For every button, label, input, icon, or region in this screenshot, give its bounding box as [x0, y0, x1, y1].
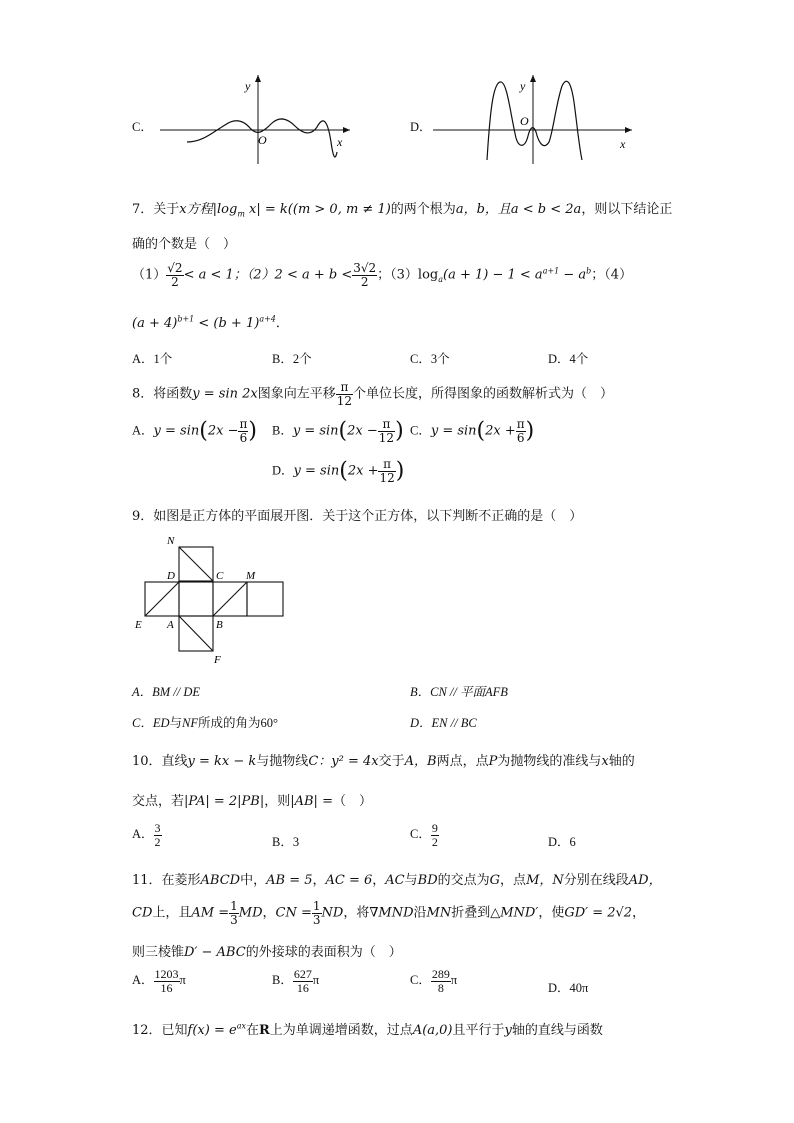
q11-fraction: [229, 900, 239, 926]
frac-den: 2: [154, 834, 161, 849]
frac-num: 627: [293, 967, 312, 981]
q10-option-b: B．3: [272, 835, 300, 849]
q11-option-c: [410, 968, 457, 994]
q12-eq: f(x) = e: [187, 1023, 237, 1038]
q10-opt-fraction: [431, 822, 439, 848]
q10-text: A，B: [404, 754, 437, 769]
q11-fraction: [312, 900, 322, 926]
q8-text: 个单位长度，所得图象的函数解析式为（ ）: [353, 386, 614, 402]
frac-num: 1: [312, 899, 321, 913]
q12-stem: [132, 1019, 603, 1038]
q11-text: 分别在线段: [563, 873, 629, 888]
q11-text: 折叠到: [451, 905, 491, 921]
q11-eq: MD: [238, 905, 263, 921]
q11-opt-label: B．: [272, 972, 293, 987]
q7-c4: < (b + 1): [194, 316, 260, 331]
q7-stem-line2: 确的个数是（ ）: [132, 237, 237, 252]
q7-c3-sup: a+1: [542, 266, 560, 276]
q12-text: 上为单调递增函数，过点: [269, 1023, 413, 1038]
q11-text: 的外接球的表面积为（ ）: [245, 945, 402, 960]
q11-text: 与: [404, 873, 418, 888]
frac-num: π: [516, 417, 525, 431]
q11-opt-fraction: [293, 968, 313, 994]
q9-opt-c-text: C．ED: [132, 716, 170, 730]
q7-c4-label: ；（4）: [591, 267, 633, 283]
q10-text: ，则: [264, 794, 291, 809]
q11-eq: △MND′: [490, 905, 539, 921]
q9-label-f: F: [214, 654, 221, 666]
q9-label-d: D: [167, 570, 175, 582]
q7-conclusions-line: [132, 262, 632, 288]
frac-num: π: [378, 458, 395, 472]
q11-stem-line3: [132, 941, 402, 960]
q11-text: M，N: [526, 873, 564, 888]
frac-den: 6: [239, 430, 248, 445]
q7-c3-rest: − a: [559, 267, 587, 283]
q11-eq: AB = 5: [266, 873, 313, 888]
q10-stem-line2: [132, 790, 372, 809]
q9-option-d: D．EN // BC: [410, 716, 477, 730]
q12-eq-sup: ax: [236, 1021, 246, 1031]
frac-num: 289: [431, 967, 450, 981]
q8-text: 图象向左平移: [257, 386, 336, 402]
q12-text: 在: [245, 1023, 259, 1038]
frac-num: π: [336, 381, 353, 395]
frac-num: 1203: [154, 967, 179, 981]
q11-eq: AC = 6: [325, 873, 373, 888]
q7-option-c: C．3个: [410, 352, 450, 366]
q12-text: 12．已知: [132, 1023, 188, 1038]
q11-text: ，将: [343, 905, 370, 921]
q11-eq: AM =: [191, 905, 230, 921]
q11-text: AC: [385, 873, 405, 888]
q8-option-d: D．y = sin(2x + $\frac{\pi}{12}$ ): [272, 457, 405, 485]
q11-text: ，使: [538, 905, 565, 921]
q11-opt-label: A．: [132, 972, 154, 987]
q10-opt-label: A．: [132, 826, 154, 841]
q10-eq: |AB| =: [290, 794, 333, 809]
frac-num: 3√2: [353, 261, 377, 275]
q6-c-y-label: y: [245, 79, 251, 93]
q8-opt-func: y = sin: [153, 423, 200, 439]
q9-cube-net: [132, 532, 292, 667]
q9-opt-b-plane: AFB: [485, 685, 508, 699]
q6-d-o-label: O: [520, 114, 529, 128]
q10-option-c: [410, 822, 439, 848]
q6-graph-c: [155, 72, 355, 167]
q7-c1-rest: < a < 1；（2）2 < a + b <: [183, 267, 353, 283]
frac-den: 6: [516, 430, 525, 445]
q8-opt-label: D．: [272, 463, 294, 478]
q6-c-o-label: O: [258, 133, 267, 147]
q7-text: a，b，且: [455, 202, 511, 217]
q9-opt-c-text: 与: [169, 716, 183, 730]
q10-text: C：: [308, 754, 332, 769]
q11-option-b: [272, 968, 319, 994]
q7-option-a: A．1个: [132, 352, 173, 366]
q8-opt-arg: 2x +: [485, 423, 516, 439]
q9-label-n: N: [167, 535, 175, 547]
q8-opt-fraction: [238, 418, 248, 444]
q11-option-d: D．40π: [548, 981, 589, 995]
frac-num: π: [239, 417, 248, 431]
q6-d-x-label: x: [620, 137, 626, 151]
q7-c3: ；（3）log: [377, 267, 439, 283]
q9-label-e: E: [135, 619, 142, 631]
q9-opt-b-text: B．CN // 平面: [410, 685, 486, 699]
q8-opt-fraction: [378, 458, 395, 484]
q7-c4: (a + 4): [132, 316, 178, 331]
q11-text: 沿: [413, 905, 427, 921]
q8-opt-func: y = sin: [430, 423, 477, 439]
q11-text: MN: [426, 905, 452, 921]
q6-d-y-label: y: [520, 79, 526, 93]
q11-opt-fraction: [154, 968, 180, 994]
frac-den: 12: [378, 430, 395, 445]
q8-opt-label: B．: [272, 423, 293, 438]
frac-den: 2: [431, 834, 438, 849]
frac-den: 3: [312, 912, 321, 927]
q9-option-a: A．BM // DE: [132, 685, 201, 699]
q6-option-c-label: C．: [132, 120, 153, 134]
frac-num: 3: [154, 821, 161, 835]
q9-label-m: M: [246, 570, 256, 582]
q11-text: 则三棱锥: [132, 945, 185, 960]
q12-point: A(a,0): [412, 1023, 453, 1038]
q7-c3-rest: (a + 1) − 1 < a: [443, 267, 543, 283]
q7-eq-sub: m: [237, 209, 245, 219]
q7-text: 7．关于: [132, 202, 180, 217]
q10-opt-label: C．: [410, 826, 431, 841]
q11-text: ABCD: [200, 873, 241, 888]
q8-stem: [132, 381, 613, 407]
q6-c-x-label: x: [337, 135, 343, 149]
q7-eq: a < b < 2a: [510, 202, 582, 217]
q11-text: BD: [417, 873, 438, 888]
q10-text: 10．直线: [132, 754, 188, 769]
q11-text: CD: [132, 905, 153, 921]
q8-opt-arg: 2x −: [207, 423, 239, 439]
q11-stem-line1: [132, 869, 662, 888]
q11-opt-pi: π: [312, 972, 320, 987]
q9-label-a: A: [167, 619, 174, 631]
q10-option-d: D．6: [548, 835, 576, 849]
q7-c1-label: （1）: [132, 267, 167, 283]
q12-text: y: [504, 1023, 512, 1038]
q7-eq: ((m > 0, m ≠ 1): [287, 202, 391, 217]
frac-den: 12: [336, 393, 353, 408]
q9-option-c: [132, 713, 278, 731]
q8-text: 8．将函数: [132, 386, 193, 402]
q10-text: P: [488, 754, 498, 769]
q11-text: ，: [372, 873, 386, 888]
q11-eq: ND: [321, 905, 344, 921]
frac-num: 1: [230, 899, 238, 913]
q7-text: ，则以下结论正: [581, 202, 673, 217]
q7-c2-fraction: [352, 262, 377, 288]
q12-reals: R: [258, 1023, 270, 1038]
frac-den: 2: [171, 274, 179, 289]
q10-opt-fraction: [154, 822, 162, 848]
q10-eq: y = kx − k: [187, 754, 257, 769]
q7-c1-fraction: [166, 262, 183, 288]
q10-eq: |PA| = 2|PB|: [184, 794, 265, 809]
q10-eq: y² = 4x: [331, 754, 379, 769]
q11-opt-pi: π: [450, 972, 458, 987]
q7-c4-sup: b+1: [177, 314, 195, 324]
q11-eq: GD′ = 2√2: [564, 905, 633, 921]
q7-eq: |log: [212, 202, 238, 217]
q11-text: ，点: [500, 873, 527, 888]
q11-opt-label: C．: [410, 972, 431, 987]
q12-text: 且平行于: [452, 1023, 505, 1038]
q8-option-a: A．y = sin(2x − $\frac{\pi}{6}$ ): [132, 417, 257, 445]
q11-text: 上，且: [152, 905, 192, 921]
frac-den: 2: [360, 274, 369, 289]
q11-text: 11．在菱形: [132, 873, 201, 888]
q8-opt-fraction: [516, 418, 526, 444]
frac-den: 16: [296, 980, 309, 995]
q8-opt-fraction: [378, 418, 395, 444]
q8-shift-fraction: [336, 381, 353, 407]
q8-opt-arg: 2x −: [347, 423, 378, 439]
q7-c3-sup: b: [586, 266, 592, 276]
q7-conclusion-4: [132, 312, 289, 331]
q11-opt-pi: π: [179, 972, 186, 987]
q10-option-a: [132, 822, 162, 848]
q11-text: ，: [632, 905, 646, 921]
q10-text: 两点，点: [436, 754, 489, 769]
q11-eq: D′ − ABC: [184, 945, 246, 960]
q10-text: 与抛物线: [256, 754, 309, 769]
q7-c3-sub: a: [438, 275, 444, 285]
frac-den: 3: [230, 912, 238, 927]
frac-num: 9: [431, 821, 438, 835]
q7-c4: ．: [275, 316, 289, 331]
q11-text: AD，: [628, 873, 662, 888]
q9-opt-c-text: 所成的角为60°: [198, 716, 279, 730]
frac-num: π: [378, 418, 395, 432]
q7-stem-line1: [132, 198, 672, 219]
q10-stem-line1: [132, 750, 635, 769]
q7-text: 的两个根为: [390, 202, 456, 217]
q8-opt-arg: 2x +: [347, 463, 379, 479]
frac-num: √2: [167, 261, 183, 275]
q7-eq: x| = k: [244, 202, 288, 217]
q9-label-b: B: [216, 619, 223, 631]
q8-opt-label: C．: [410, 423, 431, 438]
q10-text: x: [601, 754, 609, 769]
q11-text: G: [489, 873, 501, 888]
q8-option-c: C．y = sin(2x + $\frac{\pi}{6}$ ): [410, 417, 535, 445]
q7-text: x方程: [179, 202, 213, 217]
q11-eq: ∇MND: [369, 905, 414, 921]
q9-label-c: C: [216, 570, 224, 582]
frac-den: 8: [437, 980, 444, 995]
q7-option-d: D．4个: [548, 352, 589, 366]
q7-c4-sup: a+4: [259, 314, 276, 324]
q9-option-b: [410, 682, 508, 700]
q8-opt-func: y = sin: [292, 423, 339, 439]
q10-text: （ ）: [332, 794, 372, 809]
q11-option-a: [132, 968, 186, 994]
q10-text: 交于: [378, 754, 405, 769]
frac-den: 12: [379, 470, 395, 485]
q8-opt-label: A．: [132, 423, 154, 438]
q10-text: 为抛物线的准线与: [497, 754, 602, 769]
q9-stem: 9．如图是正方体的平面展开图．关于这个正方体，以下判断不正确的是（ ）: [132, 509, 583, 524]
q11-stem-line2: [132, 900, 645, 926]
q11-text: ，: [312, 873, 326, 888]
q11-text: ，: [262, 905, 276, 921]
q11-eq: CN =: [275, 905, 312, 921]
q8-option-b: B．y = sin(2x − $\frac{\pi}{12}$ ): [272, 417, 404, 445]
q10-text: 交点，若: [132, 794, 185, 809]
q6-option-d-label: D．: [410, 120, 432, 134]
q7-option-b: B．2个: [272, 352, 312, 366]
q8-opt-func: y = sin: [293, 463, 340, 479]
q9-opt-c-text: NF: [182, 716, 199, 730]
q8-func: y = sin 2x: [192, 386, 258, 402]
q10-text: 轴的: [608, 754, 635, 769]
q11-opt-fraction: [431, 968, 451, 994]
frac-den: 16: [160, 980, 173, 995]
q12-text: 轴的直线与函数: [511, 1023, 603, 1038]
q11-text: 的交点为: [437, 873, 490, 888]
q11-text: 中，: [240, 873, 267, 888]
q6-graph-d: [430, 72, 640, 167]
